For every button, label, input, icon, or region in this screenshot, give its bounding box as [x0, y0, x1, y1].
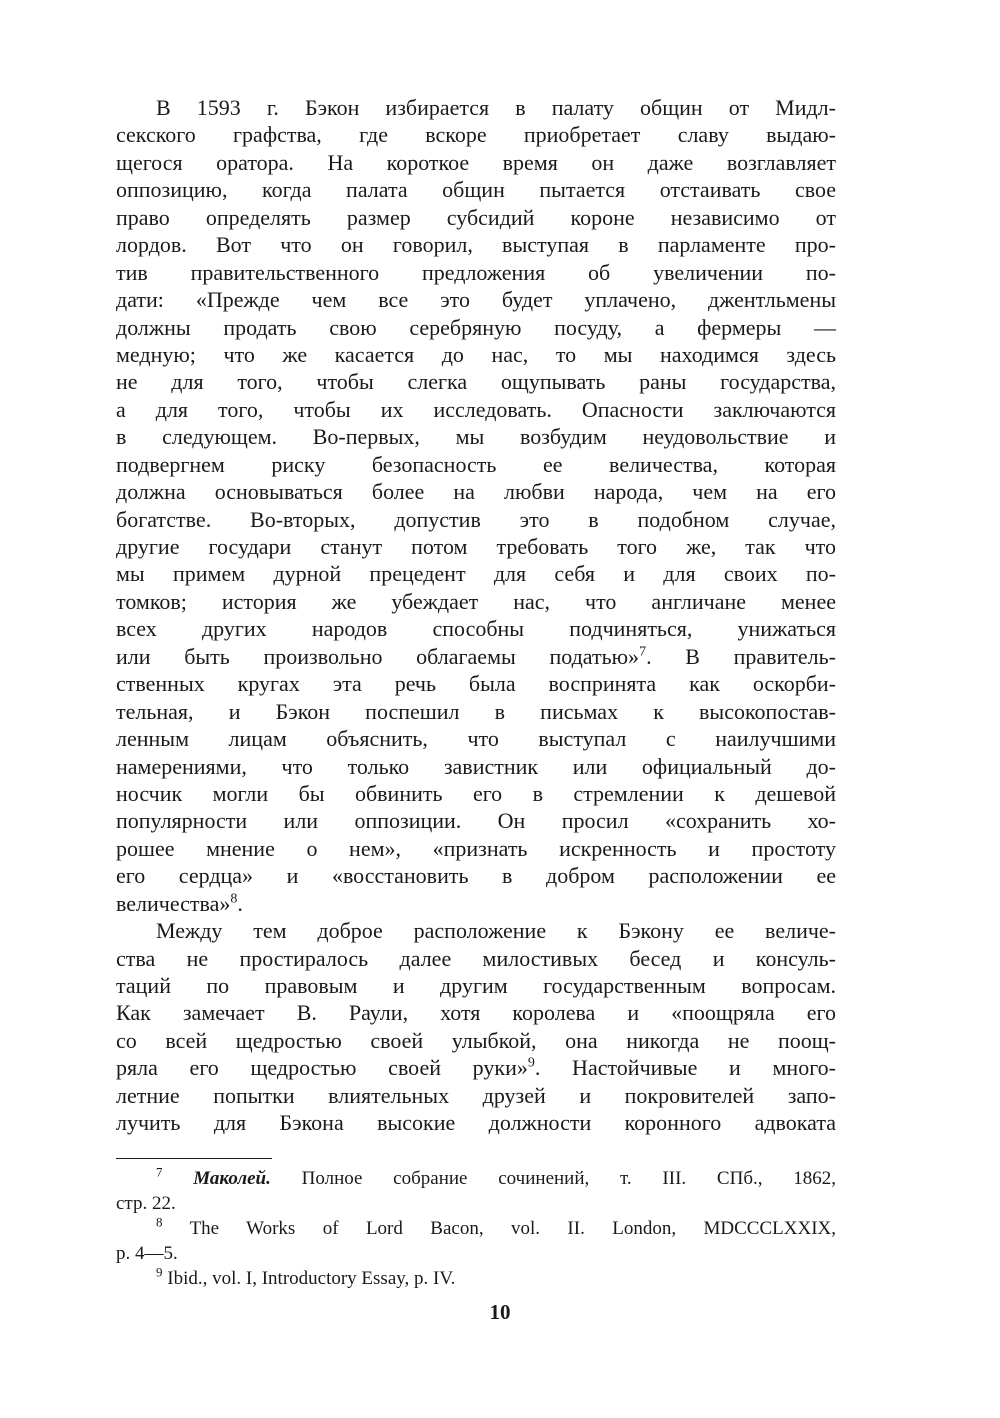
footnote-line: [116, 1166, 836, 1191]
footnote-divider: [116, 1158, 272, 1159]
text-line: лордов. Вот что он говорил, выступая в парламенте про-: [116, 232, 836, 258]
footnote-line: p. 4—5.: [116, 1243, 178, 1264]
text-line: секского графства, где вскоре приобретает славу выдаю-: [116, 122, 836, 148]
text-line: оппозицию, когда палата общин пытается отстаивать свое: [116, 177, 836, 203]
text-line: должны продать свою серебряную посуду, а фермеры —: [116, 314, 836, 340]
text-line: право определять размер субсидий короне независимо от: [116, 204, 836, 230]
text-line: со всей щедростью своей улыбкой, она никогда не поощ-: [116, 1027, 836, 1053]
footnote-text: Ibid., vol. I, Introductory Essay, p. IV.: [162, 1268, 456, 1289]
paragraph-2: [116, 917, 836, 1137]
footnote-line: [116, 1216, 836, 1241]
footnote-line: стр. 22.: [116, 1193, 176, 1214]
text-line-with-note: [116, 1054, 836, 1081]
text-segment: .: [237, 890, 243, 916]
text-line: ственных кругах эта речь была воспринята как оскорби-: [116, 671, 836, 697]
footnote-7: [116, 1166, 836, 1216]
footnote-line: [116, 1266, 836, 1291]
text-line-with-note: [116, 643, 836, 670]
text-line: а для того, чтобы их исследовать. Опасности заключаются: [116, 396, 836, 422]
main-text: [116, 94, 836, 1137]
text-segment: . В правитель-: [646, 643, 836, 669]
paragraph-1: [116, 94, 836, 917]
text-line: должна основываться более на любви народа, чем на его: [116, 479, 836, 505]
footnote-author: Маколей.: [193, 1168, 271, 1189]
text-line: ленным лицам объяснить, что выступал с наилучшими: [116, 726, 836, 752]
text-line: летние попытки влиятельных друзей и покровителей запо-: [116, 1082, 836, 1108]
footnote-8: [116, 1216, 836, 1266]
text-segment: . Настойчивые и много-: [534, 1055, 836, 1081]
text-segment: величества»: [116, 890, 231, 916]
text-line: другие государи станут потом требовать того же, так что: [116, 534, 836, 559]
text-line: намерениями, что только завистник или официальный до-: [116, 753, 836, 779]
footnote-text: Полное собрание сочинений, т. III. СПб., 1862,: [270, 1168, 837, 1189]
footnote-number: 9: [156, 1264, 163, 1280]
text-line: дати: «Прежде чем все это будет уплачено, джентльмены: [116, 287, 836, 313]
text-line: всех других народов способны подчиняться, унижаться: [116, 616, 836, 642]
footnotes: [116, 1166, 836, 1291]
text-line: в следующем. Во-первых, мы возбудим неудовольствие и: [116, 424, 836, 450]
text-line: таций по правовым и другим государственным вопросам.: [116, 973, 836, 998]
footnote-ref-9: 9: [527, 1055, 535, 1071]
text-segment: или быть произвольно облагаемы податью»: [116, 643, 640, 669]
text-line: лучить для Бэкона высокие должности коронного адвоката: [116, 1110, 836, 1136]
text-line: носчик могли бы обвинить его в стремлении к дешевой: [116, 780, 836, 806]
text-line: не для того, чтобы слегка ощупывать раны государства,: [116, 369, 836, 395]
footnote-number: 8: [156, 1214, 163, 1230]
text-segment: ряла его щедростью своей руки»: [116, 1055, 528, 1081]
text-line: его сердца» и «восстановить в добром расположении ее: [116, 863, 836, 889]
footnote-number: 7: [156, 1164, 163, 1180]
text-line: Между тем доброе расположение к Бэкону ее величе-: [156, 918, 836, 944]
text-line: щегося оратора. На короткое время он даже возглавляет: [116, 149, 836, 175]
text-line-with-note: [116, 890, 836, 917]
text-line: тив правительственного предложения об увеличении по-: [116, 259, 836, 285]
text-line: богатстве. Во-вторых, допустив это в подобном случае,: [116, 506, 836, 532]
footnote-9: [116, 1266, 836, 1291]
text-line: В 1593 г. Бэкон избирается в палату общин от Мидл-: [156, 95, 836, 120]
text-line: мы примем дурной прецедент для себя и для своих по-: [116, 561, 836, 587]
text-line: рошее мнение о нем», «признать искренность и простоту: [116, 835, 836, 861]
footnote-text: The Works of Lord Bacon, vol. II. London, MDCCCLXXIX,: [162, 1218, 836, 1239]
text-line: подвергнем риску безопасность ее величества, которая: [116, 451, 836, 477]
text-line: ства не простиралось далее милостивых бесед и консуль-: [116, 945, 836, 971]
text-line: медную; что же касается до нас, то мы находимся здесь: [116, 341, 836, 367]
text-line: томков; история же убеждает нас, что англичане менее: [116, 588, 836, 614]
footnote-ref-8: 8: [230, 891, 238, 907]
page-number: 10: [489, 1300, 511, 1324]
text-line: тельная, и Бэкон поспешил в письмах к высокопостав-: [116, 698, 836, 724]
text-line: популярности или оппозиции. Он просил «сохранить хо-: [116, 808, 836, 834]
footnote-ref-7: 7: [639, 644, 647, 660]
text-line: Как замечает В. Раули, хотя королева и «поощряла его: [116, 1000, 836, 1026]
